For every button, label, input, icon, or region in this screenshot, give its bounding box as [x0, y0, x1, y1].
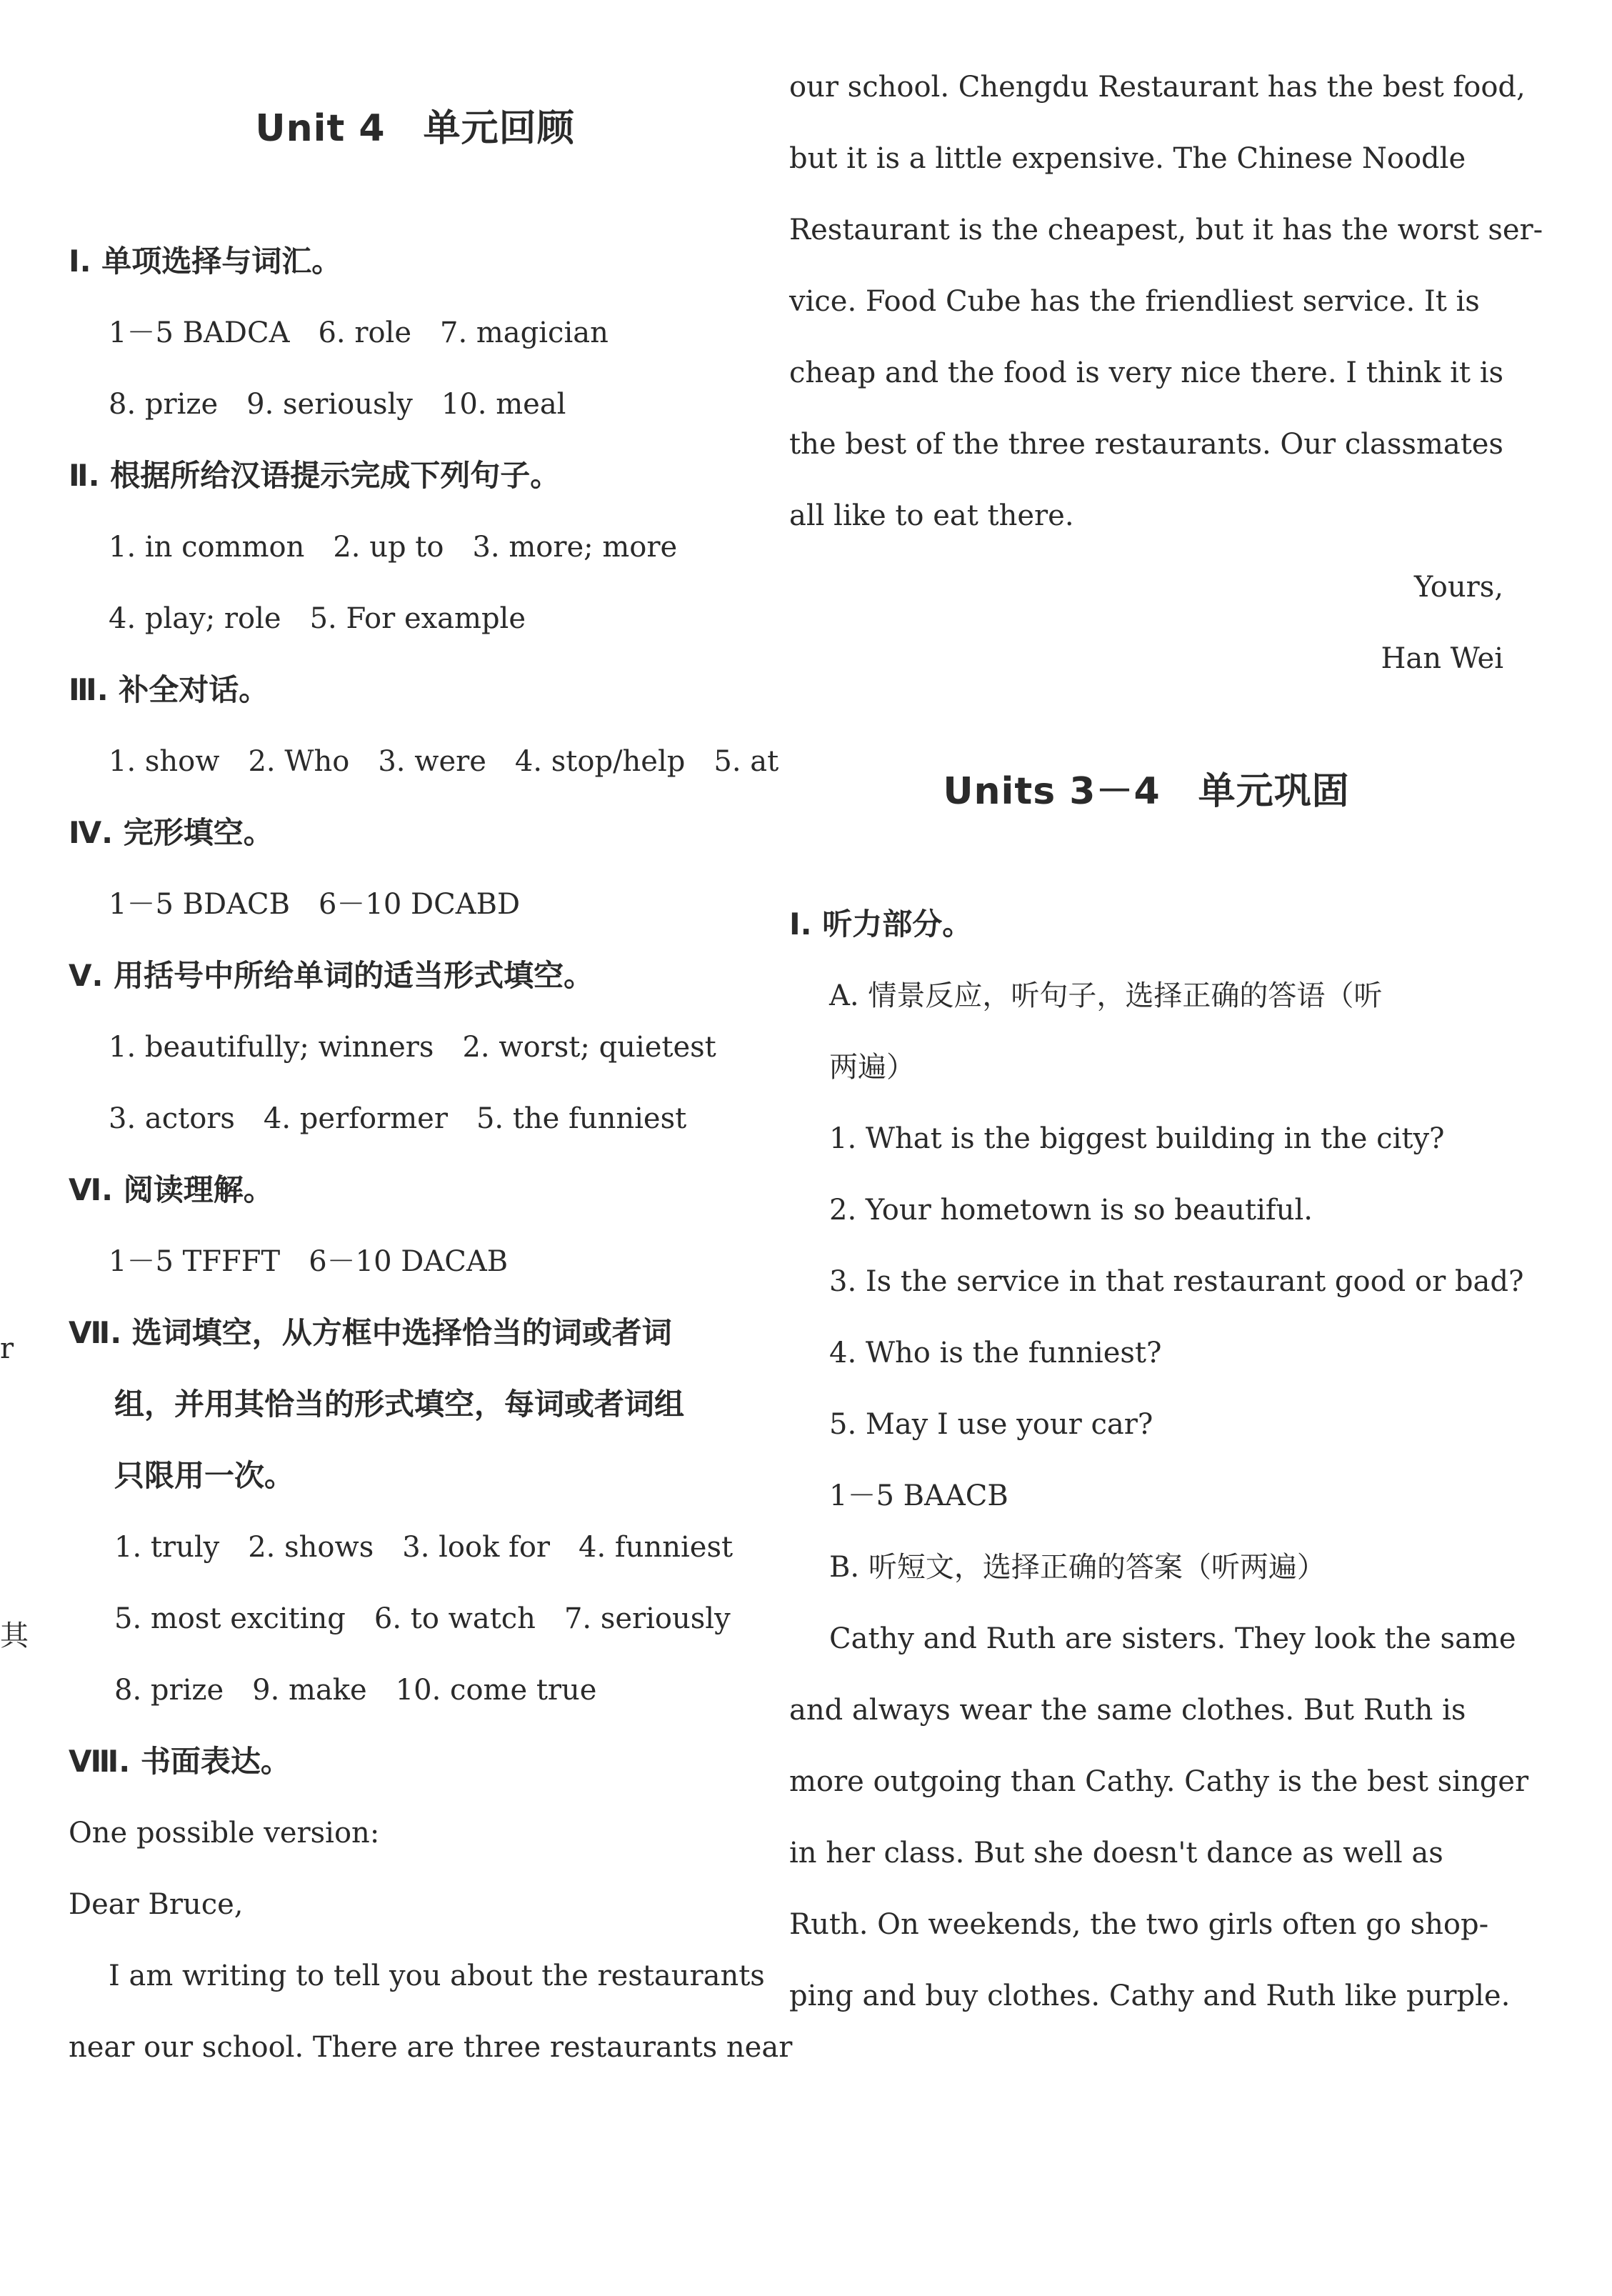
- essay-text-line: Restaurant is the cheapest, but it has the worst ser-: [789, 214, 1543, 246]
- section-7-answers: 5. most exciting 6. to watch 7. seriously: [114, 1602, 731, 1635]
- essay-closing: Yours,: [1413, 571, 1503, 604]
- essay-text-line: cheap and the food is very nice there. I think it is: [789, 356, 1504, 389]
- listening-sentence: 4. Who is the funniest?: [829, 1337, 1162, 1369]
- section-1-answers: 8. prize 9. seriously 10. meal: [109, 388, 566, 421]
- section-1-answers: 1－5 BADCA 6. role 7. magician: [109, 316, 609, 349]
- essay-intro: One possible version:: [69, 1817, 380, 1850]
- part-b-heading: B. 听短文，选择正确的答案（听两遍）: [829, 1551, 1326, 1584]
- left-column: [69, 100, 793, 2083]
- section-6-heading: Ⅵ. 阅读理解。: [69, 1172, 274, 1207]
- passage-line: more outgoing than Cathy. Cathy is the best singer: [789, 1765, 1529, 1798]
- essay-text-line: all like to eat there.: [789, 499, 1074, 532]
- section-3-answers: 1. show 2. Who 3. were 4. stop/help 5. at: [109, 745, 779, 778]
- units-3-4-title: Units 3－4 单元巩固: [943, 770, 1350, 813]
- passage-line: ping and buy clothes. Cathy and Ruth like purple.: [789, 1980, 1511, 2012]
- section-7-answers: 8. prize 9. make 10. come true: [114, 1674, 597, 1707]
- passage-line: in her class. But she doesn't dance as well as: [789, 1837, 1443, 1870]
- section-4-answers: 1－5 BDACB 6－10 DCABD: [109, 888, 521, 921]
- essay-text-line: our school. Chengdu Restaurant has the best food,: [789, 71, 1526, 104]
- essay-text-line: the best of the three restaurants. Our classmates: [789, 428, 1503, 461]
- section-7-heading-cont: 组，并用其恰当的形式填空，每词或者词组: [114, 1387, 685, 1422]
- passage-line: Cathy and Ruth are sisters. They look the same: [829, 1622, 1516, 1655]
- passage-line: Ruth. On weekends, the two girls often go shop-: [789, 1908, 1489, 1941]
- section-1-heading: Ⅰ. 单项选择与词汇。: [69, 244, 342, 279]
- listening-sentence: 2. Your hometown is so beautiful.: [829, 1194, 1313, 1227]
- right-column: [789, 71, 1543, 2032]
- part-a-heading: A. 情景反应，听句子，选择正确的答语（听: [829, 979, 1383, 1012]
- listening-sentence: 3. Is the service in that restaurant good or bad?: [829, 1265, 1524, 1298]
- essay-text-line: I am writing to tell you about the restaurants: [109, 1960, 765, 1992]
- section-7-answers: 1. truly 2. shows 3. look for 4. funniest: [114, 1531, 734, 1564]
- listening-sentence: 1. What is the biggest building in the city?: [829, 1122, 1445, 1155]
- passage-line: and always wear the same clothes. But Ruth is: [789, 1694, 1466, 1727]
- essay-signature: Han Wei: [1381, 642, 1503, 675]
- listening-heading: Ⅰ. 听力部分。: [789, 907, 973, 942]
- part-a-heading-cont: 两遍）: [829, 1051, 915, 1084]
- section-7-heading: Ⅶ. 选词填空，从方框中选择恰当的词或者词: [69, 1315, 672, 1350]
- essay-text-line: vice. Food Cube has the friendliest service. It is: [789, 285, 1480, 318]
- section-7-heading-cont: 只限用一次。: [114, 1458, 295, 1493]
- margin-fragment-r: r: [0, 1332, 14, 1365]
- section-2-heading: Ⅱ. 根据所给汉语提示完成下列句子。: [69, 458, 561, 493]
- unit-4-title: Unit 4 单元回顾: [255, 107, 575, 150]
- section-2-answers: 4. play; role 5. For example: [109, 602, 526, 635]
- section-8-heading: Ⅷ. 书面表达。: [69, 1744, 291, 1779]
- section-3-heading: Ⅲ. 补全对话。: [69, 672, 269, 707]
- essay-text-line: but it is a little expensive. The Chinese Noodle: [789, 142, 1466, 175]
- essay-text-line: near our school. There are three restaurants near: [69, 2031, 793, 2064]
- section-5-answers: 3. actors 4. performer 5. the funniest: [109, 1102, 687, 1135]
- section-2-answers: 1. in common 2. up to 3. more; more: [109, 531, 678, 564]
- listening-sentence: 5. May I use your car?: [829, 1408, 1153, 1441]
- section-4-heading: Ⅳ. 完形填空。: [69, 815, 274, 850]
- section-6-answers: 1－5 TFFFT 6－10 DACAB: [109, 1245, 509, 1278]
- margin-fragment-qi: 其: [0, 1619, 29, 1652]
- part-a-answers: 1－5 BAACB: [829, 1479, 1008, 1512]
- section-5-answers: 1. beautifully; winners 2. worst; quietest: [109, 1031, 716, 1064]
- section-5-heading: Ⅴ. 用括号中所给单词的适当形式填空。: [69, 958, 594, 993]
- essay-salutation: Dear Bruce,: [69, 1888, 244, 1921]
